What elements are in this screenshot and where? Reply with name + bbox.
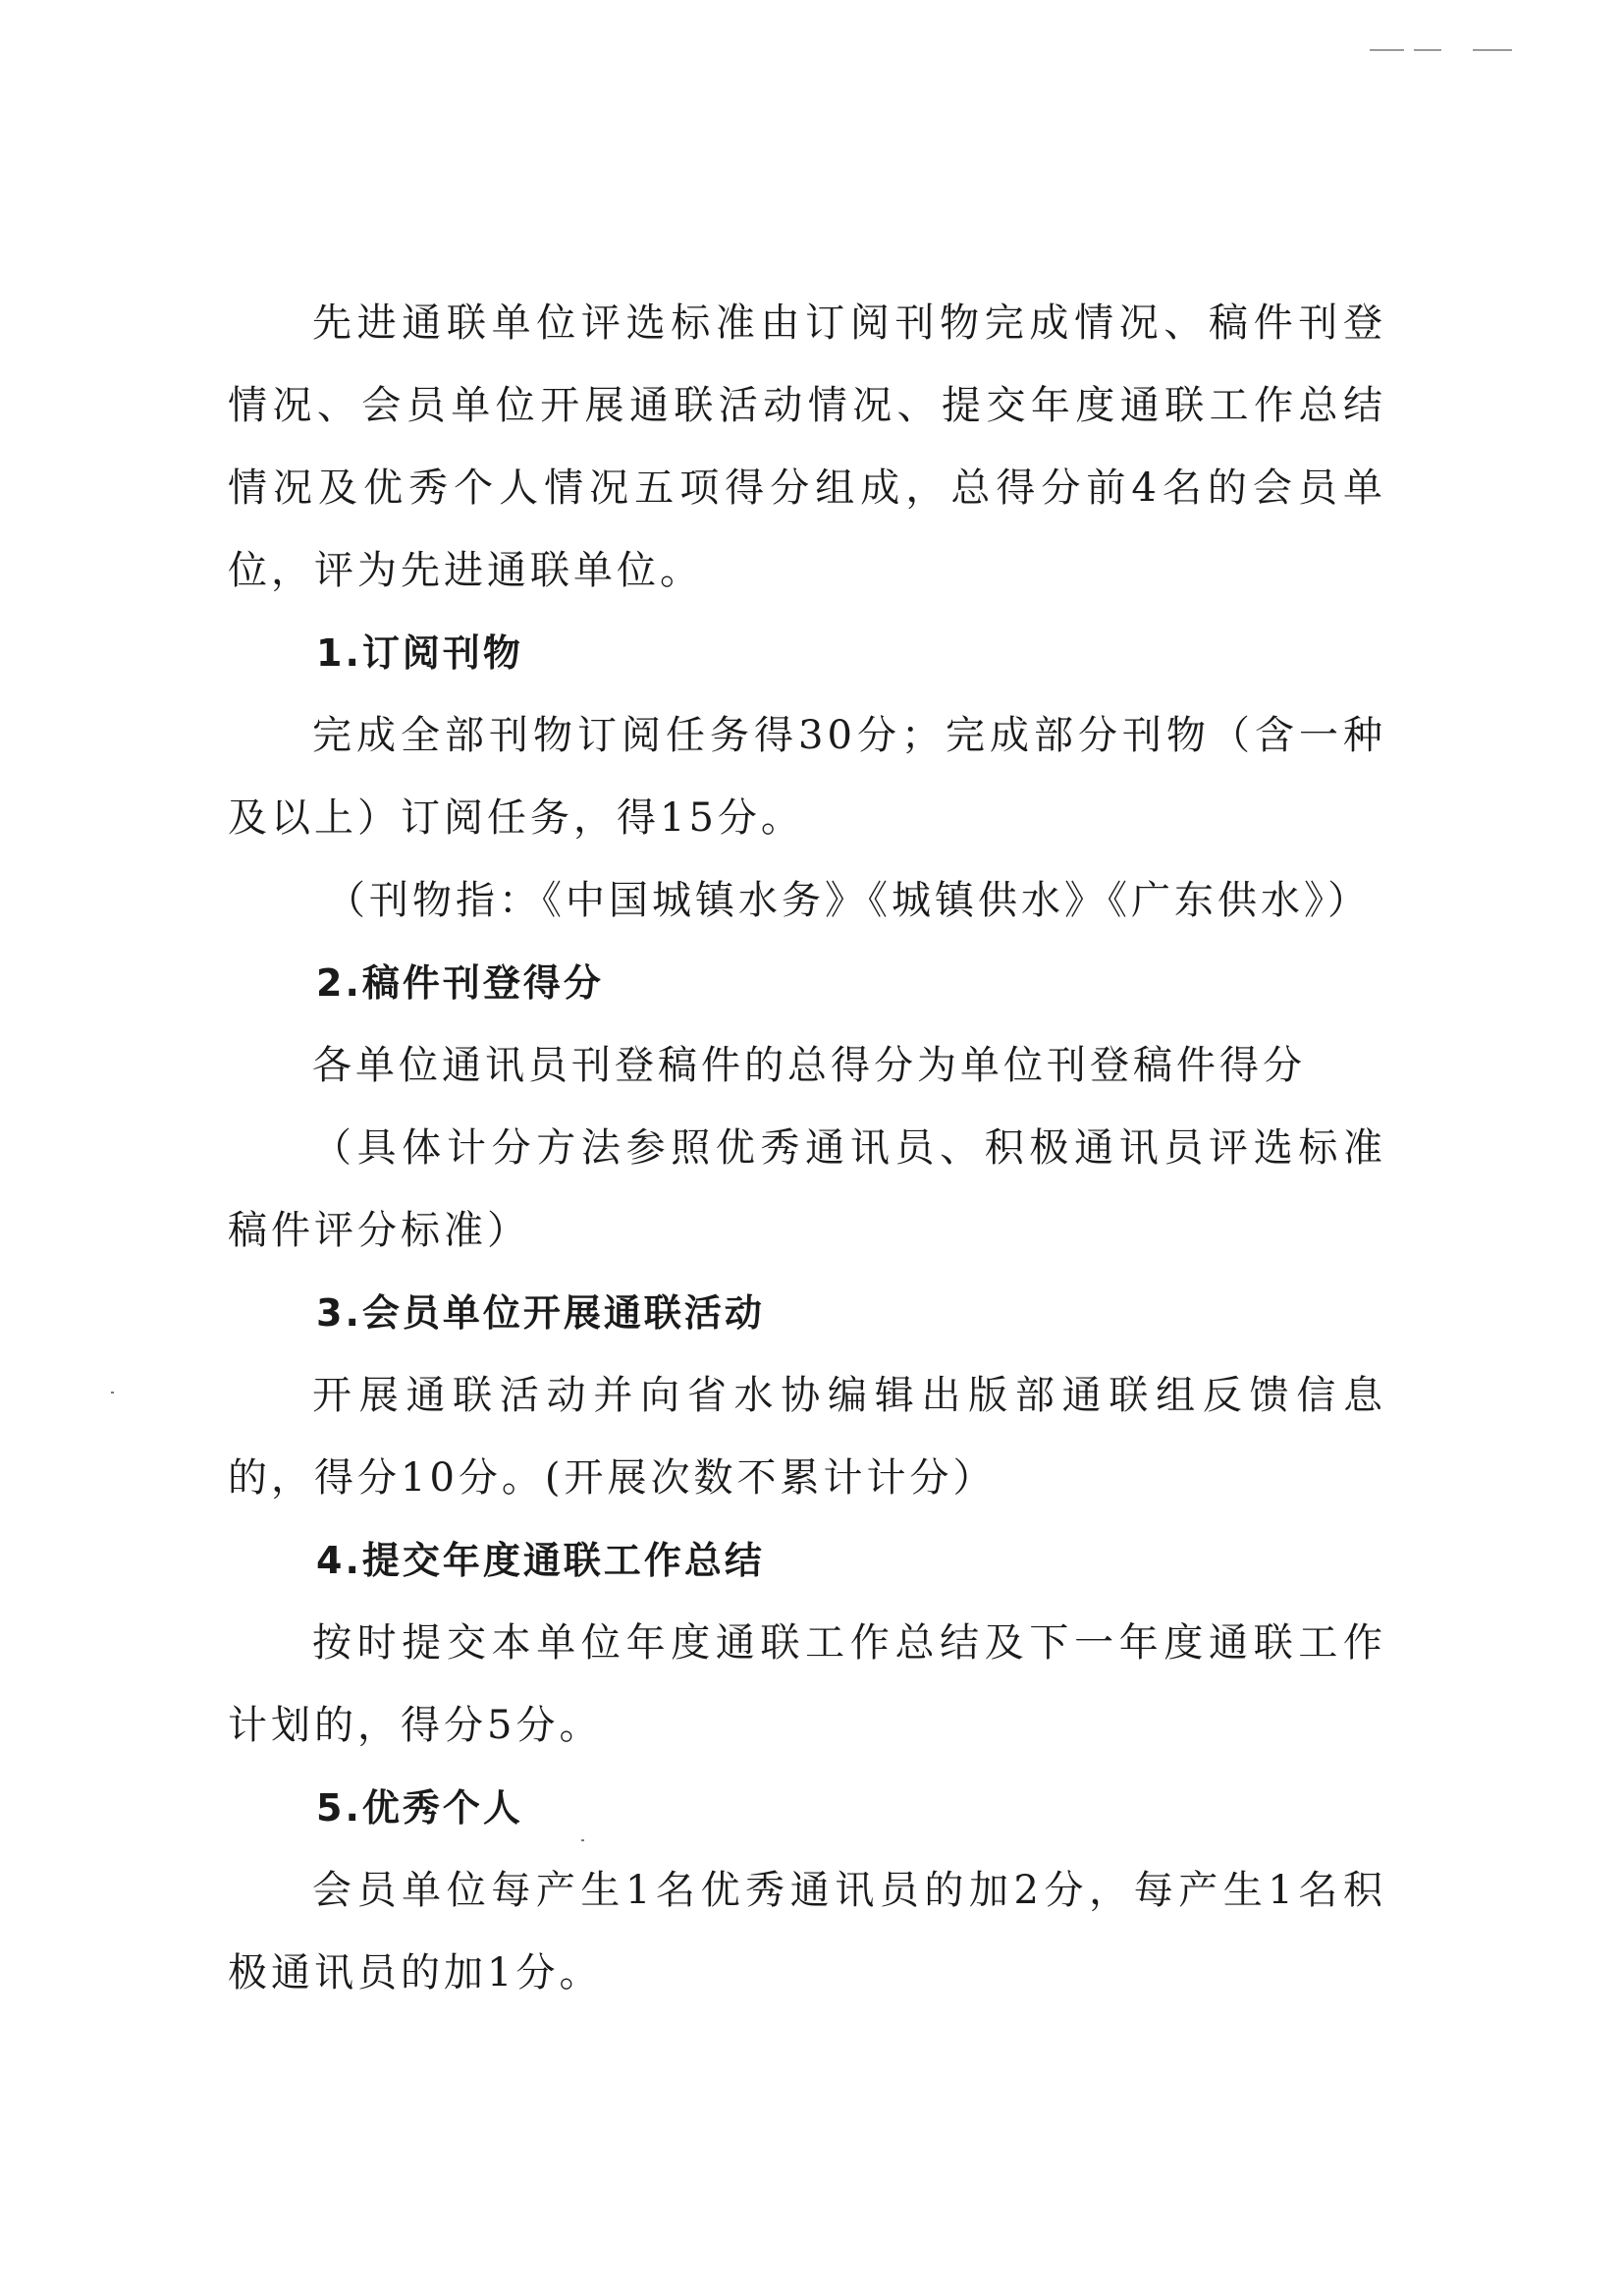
subscription-note: （刊物指：《中国城镇水务》《城镇供水》《广东供水》）	[326, 878, 1371, 923]
scan-artifact	[1370, 49, 1404, 51]
section-heading-articles: 2.稿件刊登得分	[316, 961, 604, 1005]
document-body	[228, 282, 1386, 2014]
scan-artifact	[1473, 49, 1512, 51]
section-heading-activities: 3.会员单位开展通联活动	[316, 1291, 765, 1335]
summary-paragraph: 按时提交本单位年度通联工作总结及下一年度通联工作计划的，得分5分。	[228, 1620, 1386, 1748]
articles-note: （具体计分方法参照优秀通讯员、积极通讯员评选标准稿件评分标准）	[228, 1125, 1386, 1253]
activities-paragraph: 开展通联活动并向省水协编辑出版部通联组反馈信息的，得分10分。(开展次数不累计计分）	[228, 1373, 1386, 1501]
section-heading-subscription: 1.订阅刊物	[316, 631, 523, 675]
section-heading-individuals: 5.优秀个人	[316, 1786, 523, 1830]
individuals-paragraph: 会员单位每产生1名优秀通讯员的加2分，每产生1名积极通讯员的加1分。	[228, 1868, 1386, 1995]
scan-artifact	[111, 1392, 114, 1394]
articles-paragraph: 各单位通讯员刊登稿件的总得分为单位刊登稿件得分	[312, 1043, 1306, 1088]
section-heading-summary: 4.提交年度通联工作总结	[316, 1539, 765, 1582]
scan-artifact	[1414, 49, 1441, 51]
intro-paragraph: 先进通联单位评选标准由订阅刊物完成情况、稿件刊登情况、会员单位开展通联活动情况、提交年度通联工作总结情况及优秀个人情况五项得分组成，总得分前4名的会员单位，评为先进通联单位。	[228, 301, 1386, 593]
subscription-paragraph: 完成全部刊物订阅任务得30分；完成部分刊物（含一种及以上）订阅任务，得15分。	[228, 713, 1386, 841]
